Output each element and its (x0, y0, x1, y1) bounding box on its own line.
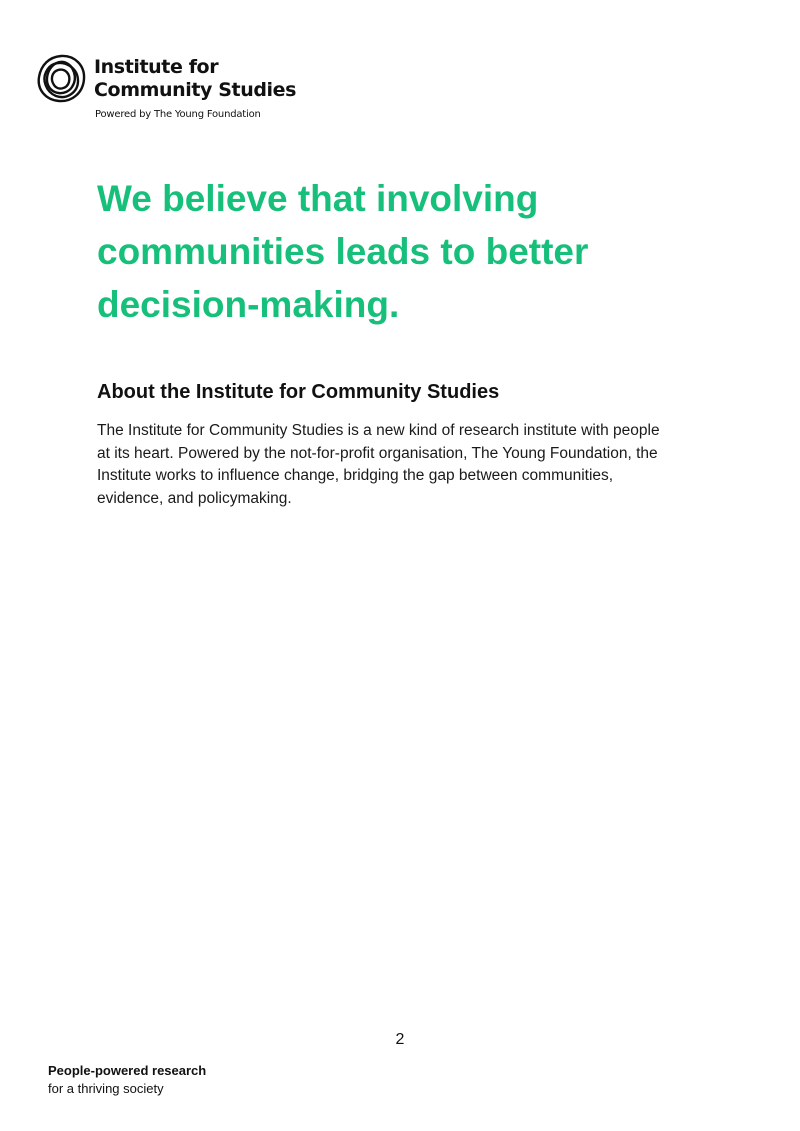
logo-tagline: Powered by The Young Foundation (95, 109, 261, 120)
footer-tagline (48, 1062, 206, 1098)
footer-line-1: People-powered research (48, 1063, 207, 1078)
headline (97, 172, 657, 331)
logo (34, 52, 314, 128)
about-paragraph-line: at its heart. Powered by the not-for-profit organisation, The Young Foundation, the (97, 444, 658, 462)
about-section-title: About the Institute for Community Studies (97, 381, 500, 403)
logo-name-line2: Community Studies (94, 79, 297, 101)
logo-name-line1: Institute for (94, 56, 219, 78)
headline-line: communities leads to better (97, 231, 589, 272)
about-paragraph-line: evidence, and policymaking. (97, 490, 292, 508)
about-paragraph-line: The Institute for Community Studies is a new kind of research institute with people (97, 422, 660, 439)
about-paragraph-line: Institute works to influence change, bridging the gap between communities, (97, 467, 614, 485)
footer-line-2: for a thriving society (48, 1081, 164, 1096)
headline-line: We believe that involving (97, 178, 539, 219)
overlapping-circles-logo-icon (34, 52, 88, 106)
about-paragraph (97, 420, 660, 511)
headline-line: decision-making. (97, 284, 400, 325)
page-number: 2 (395, 1031, 405, 1048)
logo-wordmark (94, 56, 296, 102)
